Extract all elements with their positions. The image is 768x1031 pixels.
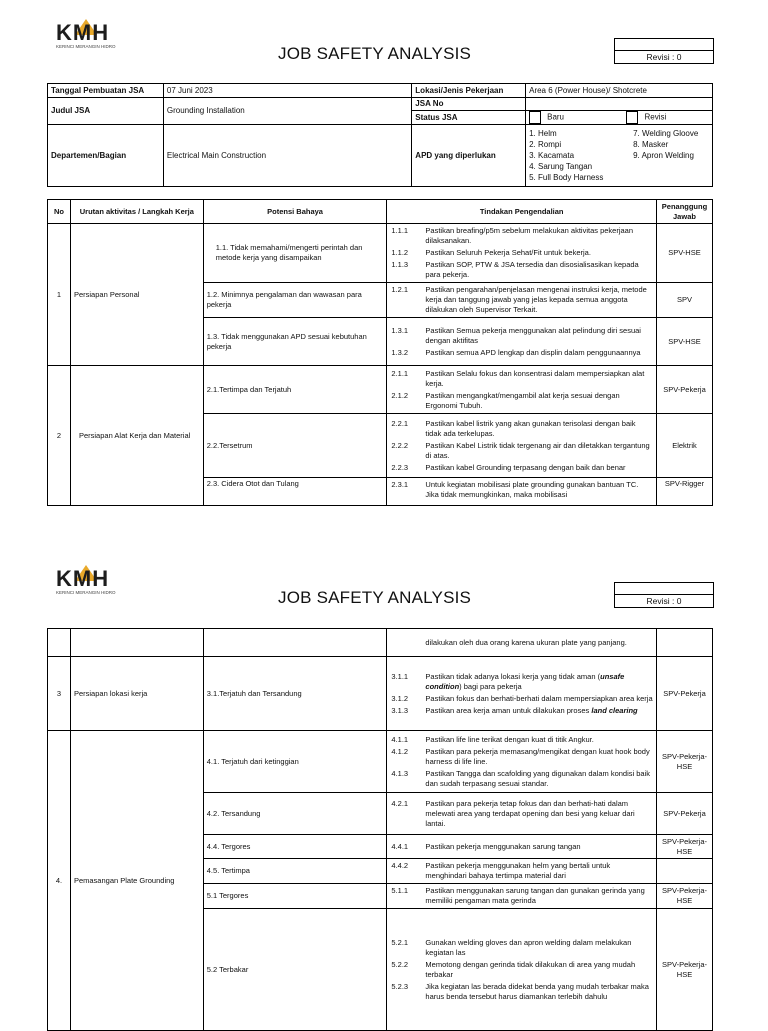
control-cell xyxy=(387,731,657,793)
control-number: 4.1.1 xyxy=(391,734,409,744)
control-text: dilakukan oleh dua orang karena ukuran plate yang panjang. xyxy=(425,637,627,647)
control-text: Pastikan mengangkat/mengambil alat kerja sesuai dengan Ergonomi Tubuh. xyxy=(425,390,620,410)
control-number: 4.2.1 xyxy=(391,798,409,808)
control-cell xyxy=(387,629,657,657)
status-baru-label: Baru xyxy=(547,112,565,122)
control-number: 1.2.1 xyxy=(391,285,409,294)
control-text: Pastikan Tangga dan scafolding yang digunakan dalam kondisi baik dan sudah terpasang sesuai standar. xyxy=(425,768,651,788)
row-step xyxy=(70,629,203,657)
apd-item: 4. Sarung Tangan xyxy=(529,162,593,171)
control-text: Pastikan fokus dan berhati-berhati dalam mempersiapkan area kerja xyxy=(425,693,653,703)
jsa-no-value xyxy=(526,98,713,111)
control-number: 1.3.1 xyxy=(391,325,409,335)
row-step: Persiapan Personal xyxy=(70,224,203,366)
control-text: Pastikan Semua pekerja menggunakan alat pelindung diri sesuai dengan aktifitas xyxy=(425,325,641,345)
logo-subtitle: KERINCI MERANGIN HIDRO xyxy=(56,590,116,595)
control-number: 2.1.2 xyxy=(391,390,409,400)
control-cell xyxy=(387,318,657,366)
pj-cell: SPV-Pekerja-HSE xyxy=(657,835,713,859)
pj-cell: SPV-Pekerja-HSE xyxy=(657,731,713,793)
row-no: 4. xyxy=(48,731,71,1031)
control-cell xyxy=(387,283,657,318)
control-cell xyxy=(387,909,657,1031)
company-logo xyxy=(56,16,126,58)
pj-cell xyxy=(657,859,713,884)
pj-cell: SPV-HSE xyxy=(656,224,712,283)
control-number: 2.3.1 xyxy=(391,480,409,489)
control-text: Pastikan menggunakan sarung tangan dan gunakan gerinda yang memiliki pengaman mata gerinda xyxy=(425,886,645,905)
jsa-page-2 xyxy=(0,548,768,1024)
control-number: 4.4.2 xyxy=(391,861,409,870)
control-text: Pastikan pengarahan/penjelasan mengenai instruksi kerja, metode kerja dan tanggung jawab yang jelas kepada semua anggota dilakukan oleh Supervisor Terkait. xyxy=(425,285,647,314)
apd-item xyxy=(633,161,709,172)
apd-item: 7. Welding Gloove xyxy=(633,129,699,138)
hazard-cell: 4.1. Terjatuh dari ketinggian xyxy=(203,731,387,793)
row-step: Pemasangan Plate Grounding xyxy=(70,731,203,1031)
control-number: 1.1.3 xyxy=(391,260,409,269)
apd-list xyxy=(526,125,713,187)
hazard-cell: 5.2 Terbakar xyxy=(203,909,387,1031)
status-revisi-checkbox[interactable] xyxy=(626,111,638,124)
control-cell xyxy=(387,835,657,859)
hazard-table-page-1 xyxy=(47,199,713,506)
pj-cell: SPV-Rigger xyxy=(656,478,712,506)
control-number: 5.2.1 xyxy=(391,937,409,947)
pj-cell: Elektrik xyxy=(656,414,712,478)
row-no: 3 xyxy=(48,657,71,731)
lokasi-value: Area 6 (Power House)/ Shotcrete xyxy=(526,84,713,98)
control-text: Pastikan semua APD lengkap dan displin dalam penggunaannya xyxy=(425,347,641,357)
control-number: 5.2.3 xyxy=(391,981,409,991)
control-number: 1.3.2 xyxy=(391,347,409,357)
logo-wordmark: KMH xyxy=(56,566,110,591)
hazard-cell: 3.1.Terjatuh dan Tersandung xyxy=(203,657,387,731)
control-number: 4.1.2 xyxy=(391,746,409,756)
control-text: Pastikan SOP, PTW & JSA tersedia dan disosialisasikan kepada para pekerja. xyxy=(425,260,639,279)
status-revisi-label: Revisi xyxy=(644,112,667,122)
col-no-header: No xyxy=(48,200,71,224)
control-text: Pastikan area kerja aman untuk dilakukan proses land clearing xyxy=(425,705,638,715)
hazard-cell: 1.3. Tidak menggunakan APD sesuai kebutuhan pekerja xyxy=(203,318,387,366)
control-text: Pastikan pekerja menggunakan sarung tangan xyxy=(425,841,581,851)
row-no: 1 xyxy=(48,224,71,366)
apd-label: APD yang diperlukan xyxy=(412,125,526,187)
table-row xyxy=(48,224,713,283)
judul-value: Grounding Installation xyxy=(163,98,411,125)
table-row xyxy=(48,731,713,793)
control-number: 2.2.2 xyxy=(391,440,409,450)
revision-box xyxy=(614,38,714,64)
col-tindakan-header: Tindakan Pengendalian xyxy=(387,200,657,224)
departemen-label: Departemen/Bagian xyxy=(48,125,164,187)
status-label: Status JSA xyxy=(412,111,526,125)
control-cell xyxy=(387,657,657,731)
status-options xyxy=(526,111,713,125)
col-urutan-header: Urutan aktivitas / Langkah Kerja xyxy=(70,200,203,224)
hazard-cell: 4.2. Tersandung xyxy=(203,793,387,835)
pj-cell: SPV-Pekerja xyxy=(657,793,713,835)
hazard-cell xyxy=(203,629,387,657)
table-row xyxy=(48,629,713,657)
control-cell xyxy=(387,414,657,478)
table-row xyxy=(48,366,713,414)
page-title: JOB SAFETY ANALYSIS xyxy=(278,588,472,607)
control-number: 2.1.1 xyxy=(391,368,409,378)
control-number: 5.1.1 xyxy=(391,886,409,895)
hazard-cell: 4.4. Tergores xyxy=(203,835,387,859)
control-number: 2.2.3 xyxy=(391,462,409,472)
control-text: Pastikan Selalu fokus dan konsentrasi dalam mempersiapkan alat kerja. xyxy=(425,368,645,388)
apd-item: 2. Rompi xyxy=(529,140,562,149)
control-text: Memotong dengan gerinda tidak dilakukan di area yang mudah terbakar xyxy=(425,959,636,979)
control-cell xyxy=(387,793,657,835)
apd-item: 3. Kacamata xyxy=(529,151,575,160)
control-cell xyxy=(387,859,657,884)
control-cell xyxy=(387,224,657,283)
control-text: Pastikan Seluruh Pekerja Sehat/Fit untuk bekerja. xyxy=(425,248,591,257)
revision-box xyxy=(614,582,714,608)
control-number: 4.4.1 xyxy=(391,841,409,851)
row-no: 2 xyxy=(48,366,71,506)
control-text: Pastikan kabel Grounding terpasang dengan baik dan benar xyxy=(425,462,626,472)
lokasi-label: Lokasi/Jenis Pekerjaan xyxy=(412,84,526,98)
logo-subtitle: KERINCI MERANGIN HIDRO xyxy=(56,44,116,49)
control-number: 2.2.1 xyxy=(391,418,409,428)
hazard-cell: 2.2.Tersetrum xyxy=(203,414,387,478)
pj-cell xyxy=(657,629,713,657)
control-number: 3.1.1 xyxy=(391,671,409,681)
control-text: Gunakan welding gloves dan apron welding dalam melakukan kegiatan las xyxy=(425,937,632,957)
control-text: Pastikan tidak adanya lokasi kerja yang tidak aman (unsafe condition) bagi para pekerja xyxy=(425,671,625,691)
page-title: JOB SAFETY ANALYSIS xyxy=(278,44,472,63)
row-step: Persiapan lokasi kerja xyxy=(70,657,203,731)
control-text: Pastikan pekerja menggunakan helm yang bertali untuk menghindari bahaya tertimpa material dari xyxy=(425,861,611,880)
judul-label: Judul JSA xyxy=(48,98,164,125)
logo-wordmark: KMH xyxy=(56,20,110,45)
hazard-table-page-2 xyxy=(47,628,713,1031)
status-baru-checkbox[interactable] xyxy=(529,111,541,124)
revision-label: Revisi : 0 xyxy=(646,52,682,62)
control-cell xyxy=(387,478,657,506)
control-text: Pastikan para pekerja tetap fokus dan dan berhati-hati dalam melewati area yang terdapat opening dan besi yang keluar dari lantai. xyxy=(425,798,635,828)
apd-item xyxy=(633,172,709,183)
pj-cell: SPV-HSE xyxy=(656,318,712,366)
jsa-info-table xyxy=(47,83,713,187)
pj-cell: SPV-Pekerja-HSE xyxy=(657,884,713,909)
control-text: Pastikan para pekerja memasang/mengikat dengan kuat hook body harness di life line. xyxy=(425,746,650,766)
row-step: Persiapan Alat Kerja dan Material xyxy=(70,366,203,506)
control-number: 1.1.2 xyxy=(391,248,409,257)
col-penanggung-header: Penanggung Jawab xyxy=(656,200,712,224)
apd-item: 5. Full Body Harness xyxy=(529,173,604,182)
pj-cell: SPV xyxy=(656,283,712,318)
control-cell xyxy=(387,884,657,909)
control-number: 3.1.2 xyxy=(391,693,409,703)
hazard-cell: 1.2. Minimnya pengalaman dan wawasan para pekerja xyxy=(203,283,387,318)
control-number: 1.1.1 xyxy=(391,226,409,235)
apd-item: 9. Apron Welding xyxy=(633,151,694,160)
departemen-value: Electrical Main Construction xyxy=(163,125,411,187)
company-logo xyxy=(56,562,126,604)
control-text: Pastikan Kabel Listrik tidak tergenang air dan diletakkan tergantung di atas. xyxy=(425,440,650,460)
tanggal-value: 07 Juni 2023 xyxy=(163,84,411,98)
control-text: Pastikan breafing/p5m sebelum melakukan aktivitas pekerjaan dilaksanakan. xyxy=(425,226,634,245)
hazard-cell: 2.3. Cidera Otot dan Tulang xyxy=(203,478,387,506)
control-number: 3.1.3 xyxy=(391,705,409,715)
apd-item: 1. Helm xyxy=(529,129,557,138)
control-cell xyxy=(387,366,657,414)
hazard-cell: 2.1.Tertimpa dan Terjatuh xyxy=(203,366,387,414)
revision-label: Revisi : 0 xyxy=(646,596,682,606)
control-number: 5.2.2 xyxy=(391,959,409,969)
pj-cell: SPV-Pekerja xyxy=(657,657,713,731)
pj-cell: SPV-Pekerja xyxy=(656,366,712,414)
row-no xyxy=(48,629,71,657)
tanggal-label: Tanggal Pembuatan JSA xyxy=(48,84,164,98)
control-text: Jika kegiatan las berada didekat benda yang mudah terbakar maka harus benda tersebut harus diamankan terlebih dahulu xyxy=(425,981,649,1001)
control-text: Pastikan life line terikat dengan kuat di titik Angkur. xyxy=(425,734,594,744)
pj-cell: SPV-Pekerja-HSE xyxy=(657,909,713,1031)
apd-item: 8. Masker xyxy=(633,140,669,149)
control-text: Pastikan kabel listrik yang akan gunakan terisolasi dengan baik tidak ada terkelupas. xyxy=(425,418,636,438)
control-number: 4.1.3 xyxy=(391,768,409,778)
col-potensi-header: Potensi Bahaya xyxy=(203,200,387,224)
hazard-cell: 1.1. Tidak memahami/mengerti perintah dan metode kerja yang disampaikan xyxy=(203,224,387,283)
table-row xyxy=(48,657,713,731)
hazard-cell: 5.1 Tergores xyxy=(203,884,387,909)
hazard-cell: 4.5. Tertimpa xyxy=(203,859,387,884)
table-header-row xyxy=(48,200,713,224)
jsa-no-label: JSA No xyxy=(412,98,526,111)
control-text: Untuk kegiatan mobilisasi plate grounding gunakan bantuan TC. Jika tidak memungkinkan, maka mobilisasi xyxy=(425,480,639,499)
